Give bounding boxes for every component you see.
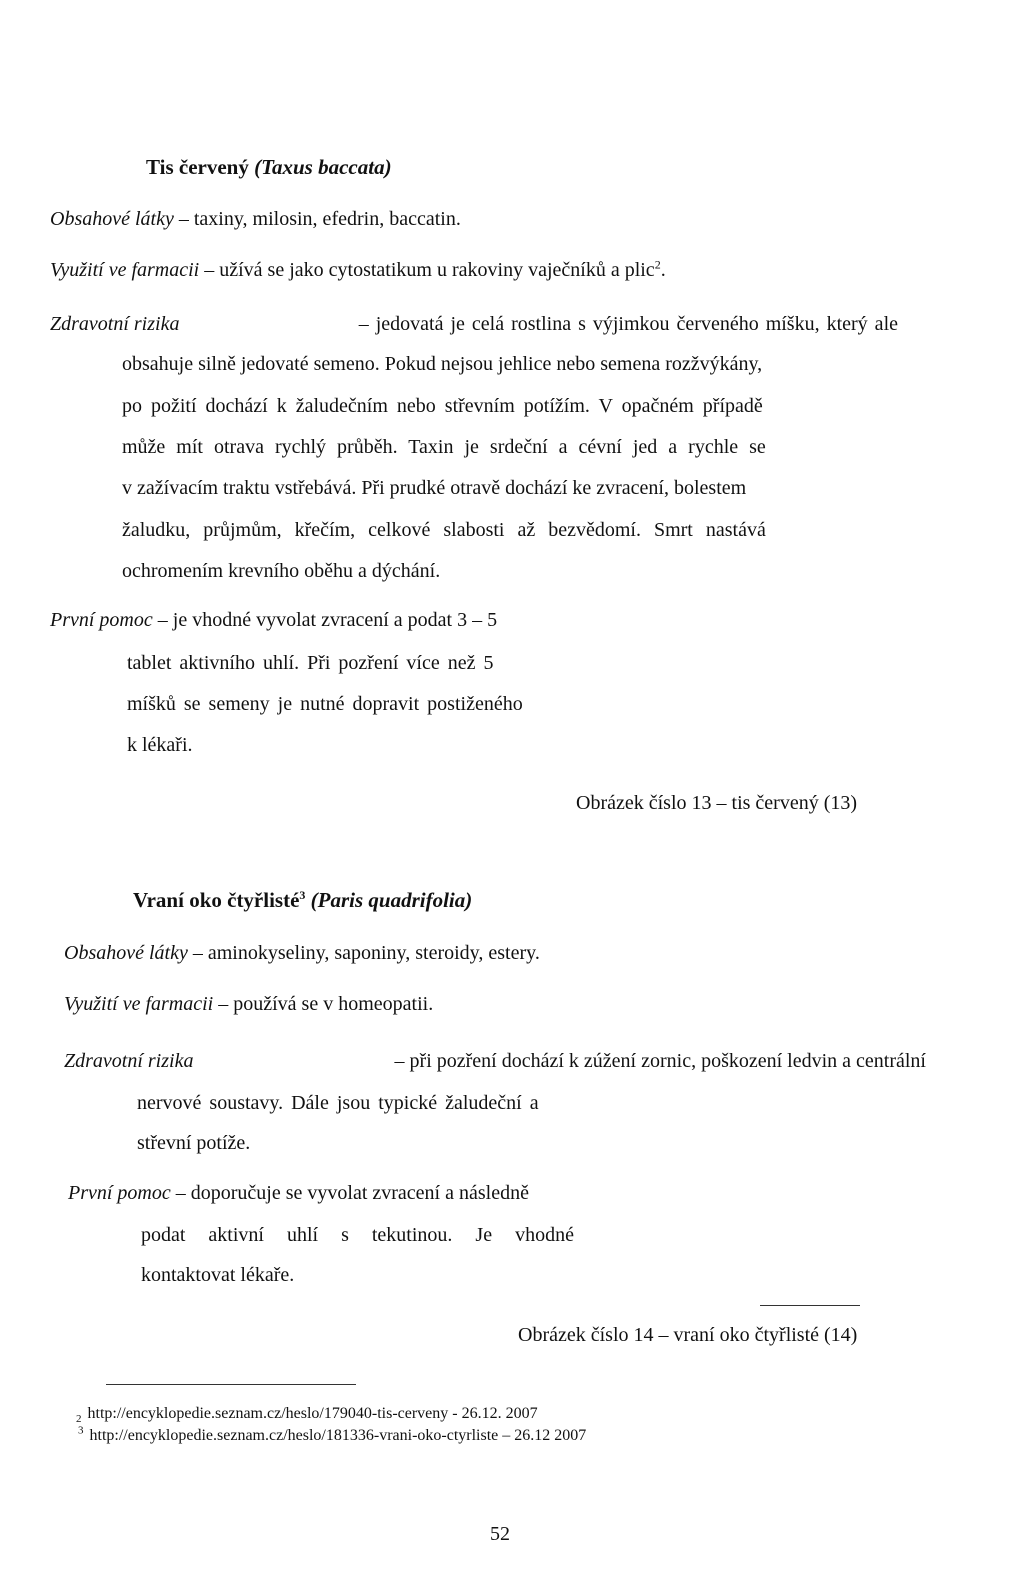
footnote-link[interactable]: http://encyklopedie.seznam.cz/heslo/181336-vrani-oko-ctyrliste – 26.12 2007	[89, 1427, 587, 1444]
footnote	[78, 1424, 587, 1444]
field-text: – doporučuje se vyvolat zvracení a následně	[170, 1182, 529, 1204]
field-label: První pomoc	[50, 609, 153, 631]
tis-rizika-line: žaludku, průjmům, křečím, celkové slabosti až bezvědomí. Smrt nastává	[122, 519, 766, 541]
footnote	[76, 1405, 538, 1426]
field-text: – taxiny, milosin, efedrin, baccatin.	[173, 208, 461, 230]
tis-pomoc-line: tablet aktivního uhlí. Při pozření více než 5	[127, 652, 494, 674]
vrani-rizika-line-1	[64, 1051, 926, 1071]
section-title-tis	[146, 157, 392, 178]
field-text-end: .	[660, 259, 666, 281]
tis-rizika-line: po požití dochází k žaludečním nebo střevním potížím. V opačném případě	[122, 395, 763, 417]
field-label: Zdravotní rizika	[50, 313, 180, 335]
field-label: Zdravotní rizika	[64, 1050, 194, 1072]
vrani-prvni-pomoc	[68, 1183, 529, 1203]
figure-caption-14: Obrázek číslo 14 – vraní oko čtyřlisté (14)	[518, 1324, 858, 1346]
vrani-pomoc-line: kontaktovat lékaře.	[141, 1264, 295, 1286]
footnote-ref: 3	[299, 888, 306, 902]
tis-prvni-pomoc	[50, 610, 497, 630]
vrani-rizika-line: nervové soustavy. Dále jsou typické žaludeční a	[137, 1092, 539, 1114]
footnote-number: 2	[76, 1413, 82, 1426]
vrani-rizika-line: střevní potíže.	[137, 1132, 251, 1154]
field-label: Obsahové látky	[50, 208, 174, 230]
tis-rizika-line: v zažívacím traktu vstřebává. Při prudké otravě dochází ke zvracení, bolestem	[122, 477, 747, 499]
tis-rizika-line: může mít otrava rychlý průběh. Taxin je srdeční a cévní jed a rychle se	[122, 436, 766, 458]
tis-pomoc-line: míšků se semeny je nutné dopravit postiženého	[127, 693, 523, 715]
field-text: – je vhodné vyvolat zvracení a podat 3 – 5	[152, 609, 498, 631]
page-number: 52	[490, 1523, 510, 1545]
field-text: – při pozření dochází k zúžení zornic, poškození ledvin a centrální	[394, 1050, 926, 1072]
section-title-vrani-oko	[133, 890, 472, 911]
tis-rizika-line-1	[50, 314, 898, 334]
field-label: Obsahové látky	[64, 942, 188, 964]
field-label: První pomoc	[68, 1182, 171, 1204]
vrani-pomoc-line: podat aktivní uhlí s tekutinou. Je vhodné	[141, 1224, 574, 1246]
title-common-name: Vraní oko čtyřlisté	[133, 888, 300, 912]
field-label: Využití ve farmacii	[64, 993, 214, 1015]
tis-pomoc-line: k lékaři.	[127, 734, 193, 756]
tis-obsahove-latky	[50, 209, 461, 229]
field-text: – aminokyseliny, saponiny, steroidy, estery.	[187, 942, 540, 964]
divider	[760, 1305, 860, 1306]
field-text: – užívá se jako cytostatikum u rakoviny vaječníků a plic	[199, 259, 655, 281]
title-latin-name: (Paris quadrifolia)	[305, 888, 473, 912]
field-text: – používá se v homeopatii.	[213, 993, 434, 1015]
title-latin-name: (Taxus baccata)	[254, 155, 392, 179]
tis-rizika-line: obsahuje silně jedovaté semeno. Pokud nejsou jehlice nebo semena rozžvýkány,	[122, 353, 763, 375]
footnote-divider	[106, 1384, 356, 1385]
tis-vyuziti	[50, 257, 666, 281]
footnote-number: 3	[78, 1424, 84, 1437]
field-text: – jedovatá je celá rostlina s výjimkou červeného míšku, který ale	[358, 313, 898, 335]
title-common-name: Tis červený	[146, 155, 249, 179]
field-label: Využití ve farmacii	[50, 259, 200, 281]
figure-caption-13: Obrázek číslo 13 – tis červený (13)	[576, 792, 858, 814]
tis-rizika-line: ochromením krevního oběhu a dýchání.	[122, 560, 441, 582]
footnote-ref: 2	[654, 257, 661, 272]
vrani-vyuziti	[64, 994, 433, 1014]
footnote-link[interactable]: http://encyklopedie.seznam.cz/heslo/179040-tis-cerveny - 26.12. 2007	[87, 1405, 538, 1422]
vrani-obsahove-latky	[64, 943, 540, 963]
